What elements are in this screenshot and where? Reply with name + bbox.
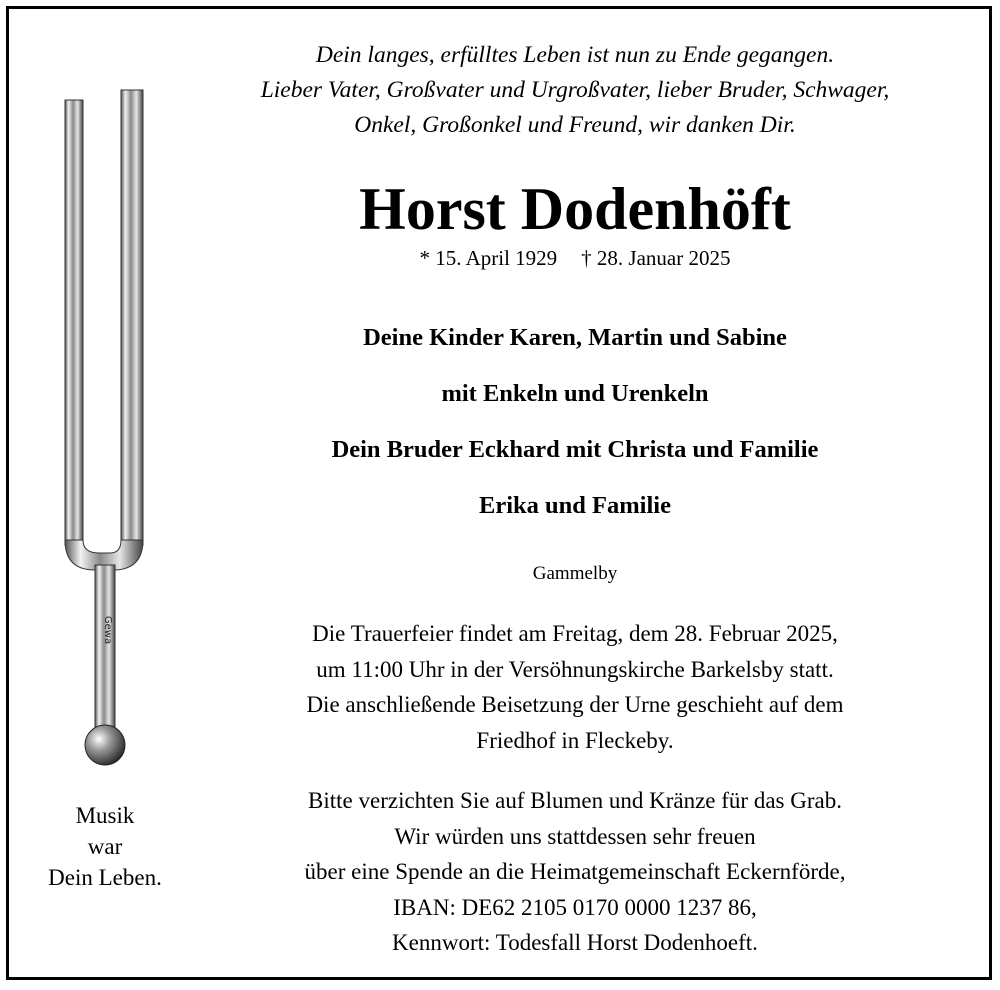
funeral-line: Die Trauerfeier findet am Freitag, dem 28. Februar 2025, bbox=[312, 621, 838, 646]
intro-text bbox=[200, 38, 950, 143]
deceased-name: Horst Dodenhöft bbox=[359, 176, 791, 242]
family-line: Dein Bruder Eckhard mit Christa und Familie bbox=[331, 436, 819, 463]
donation-line: Wir würden uns stattdessen sehr freuen bbox=[394, 823, 756, 849]
life-dates bbox=[200, 244, 950, 272]
funeral-line: um 11:00 Uhr in der Versöhnungskirche Barkelsby statt. bbox=[316, 656, 834, 682]
family-line: mit Enkeln und Urenkeln bbox=[441, 380, 709, 407]
caption-line: Dein Leben. bbox=[48, 865, 162, 890]
funeral-line: Die anschließende Beisetzung der Urne geschieht auf dem bbox=[306, 692, 844, 717]
funeral-details bbox=[200, 616, 950, 758]
family-line: Erika und Familie bbox=[479, 492, 671, 519]
donation-line: IBAN: DE62 2105 0170 0000 1237 86, bbox=[393, 894, 757, 920]
funeral-line: Friedhof in Fleckeby. bbox=[476, 727, 674, 753]
donation-request bbox=[200, 783, 950, 961]
death-date: † 28. Januar 2025 bbox=[581, 246, 731, 270]
svg-text:Gewa: Gewa bbox=[102, 615, 113, 645]
intro-line: Dein langes, erfülltes Leben ist nun zu Ende gegangen. bbox=[315, 42, 835, 68]
place-name: Gammelby bbox=[532, 563, 618, 584]
birth-date: * 15. April 1929 bbox=[419, 246, 558, 270]
donation-line: Bitte verzichten Sie auf Blumen und Kränze für das Grab. bbox=[308, 788, 842, 813]
intro-line: Onkel, Großonkel und Freund, wir danken Dir. bbox=[354, 112, 796, 138]
tuning-fork-icon bbox=[55, 85, 165, 775]
donation-line: Kennwort: Todesfall Horst Dodenhoeft. bbox=[392, 930, 758, 955]
caption-line: war bbox=[87, 834, 123, 859]
donation-line: über eine Spende an die Heimatgemeinschaft Eckernförde, bbox=[304, 859, 846, 884]
image-caption bbox=[20, 800, 190, 893]
caption-line: Musik bbox=[75, 803, 135, 828]
family-line: Deine Kinder Karen, Martin und Sabine bbox=[363, 324, 787, 351]
intro-line: Lieber Vater, Großvater und Urgroßvater, lieber Bruder, Schwager, bbox=[260, 77, 890, 103]
